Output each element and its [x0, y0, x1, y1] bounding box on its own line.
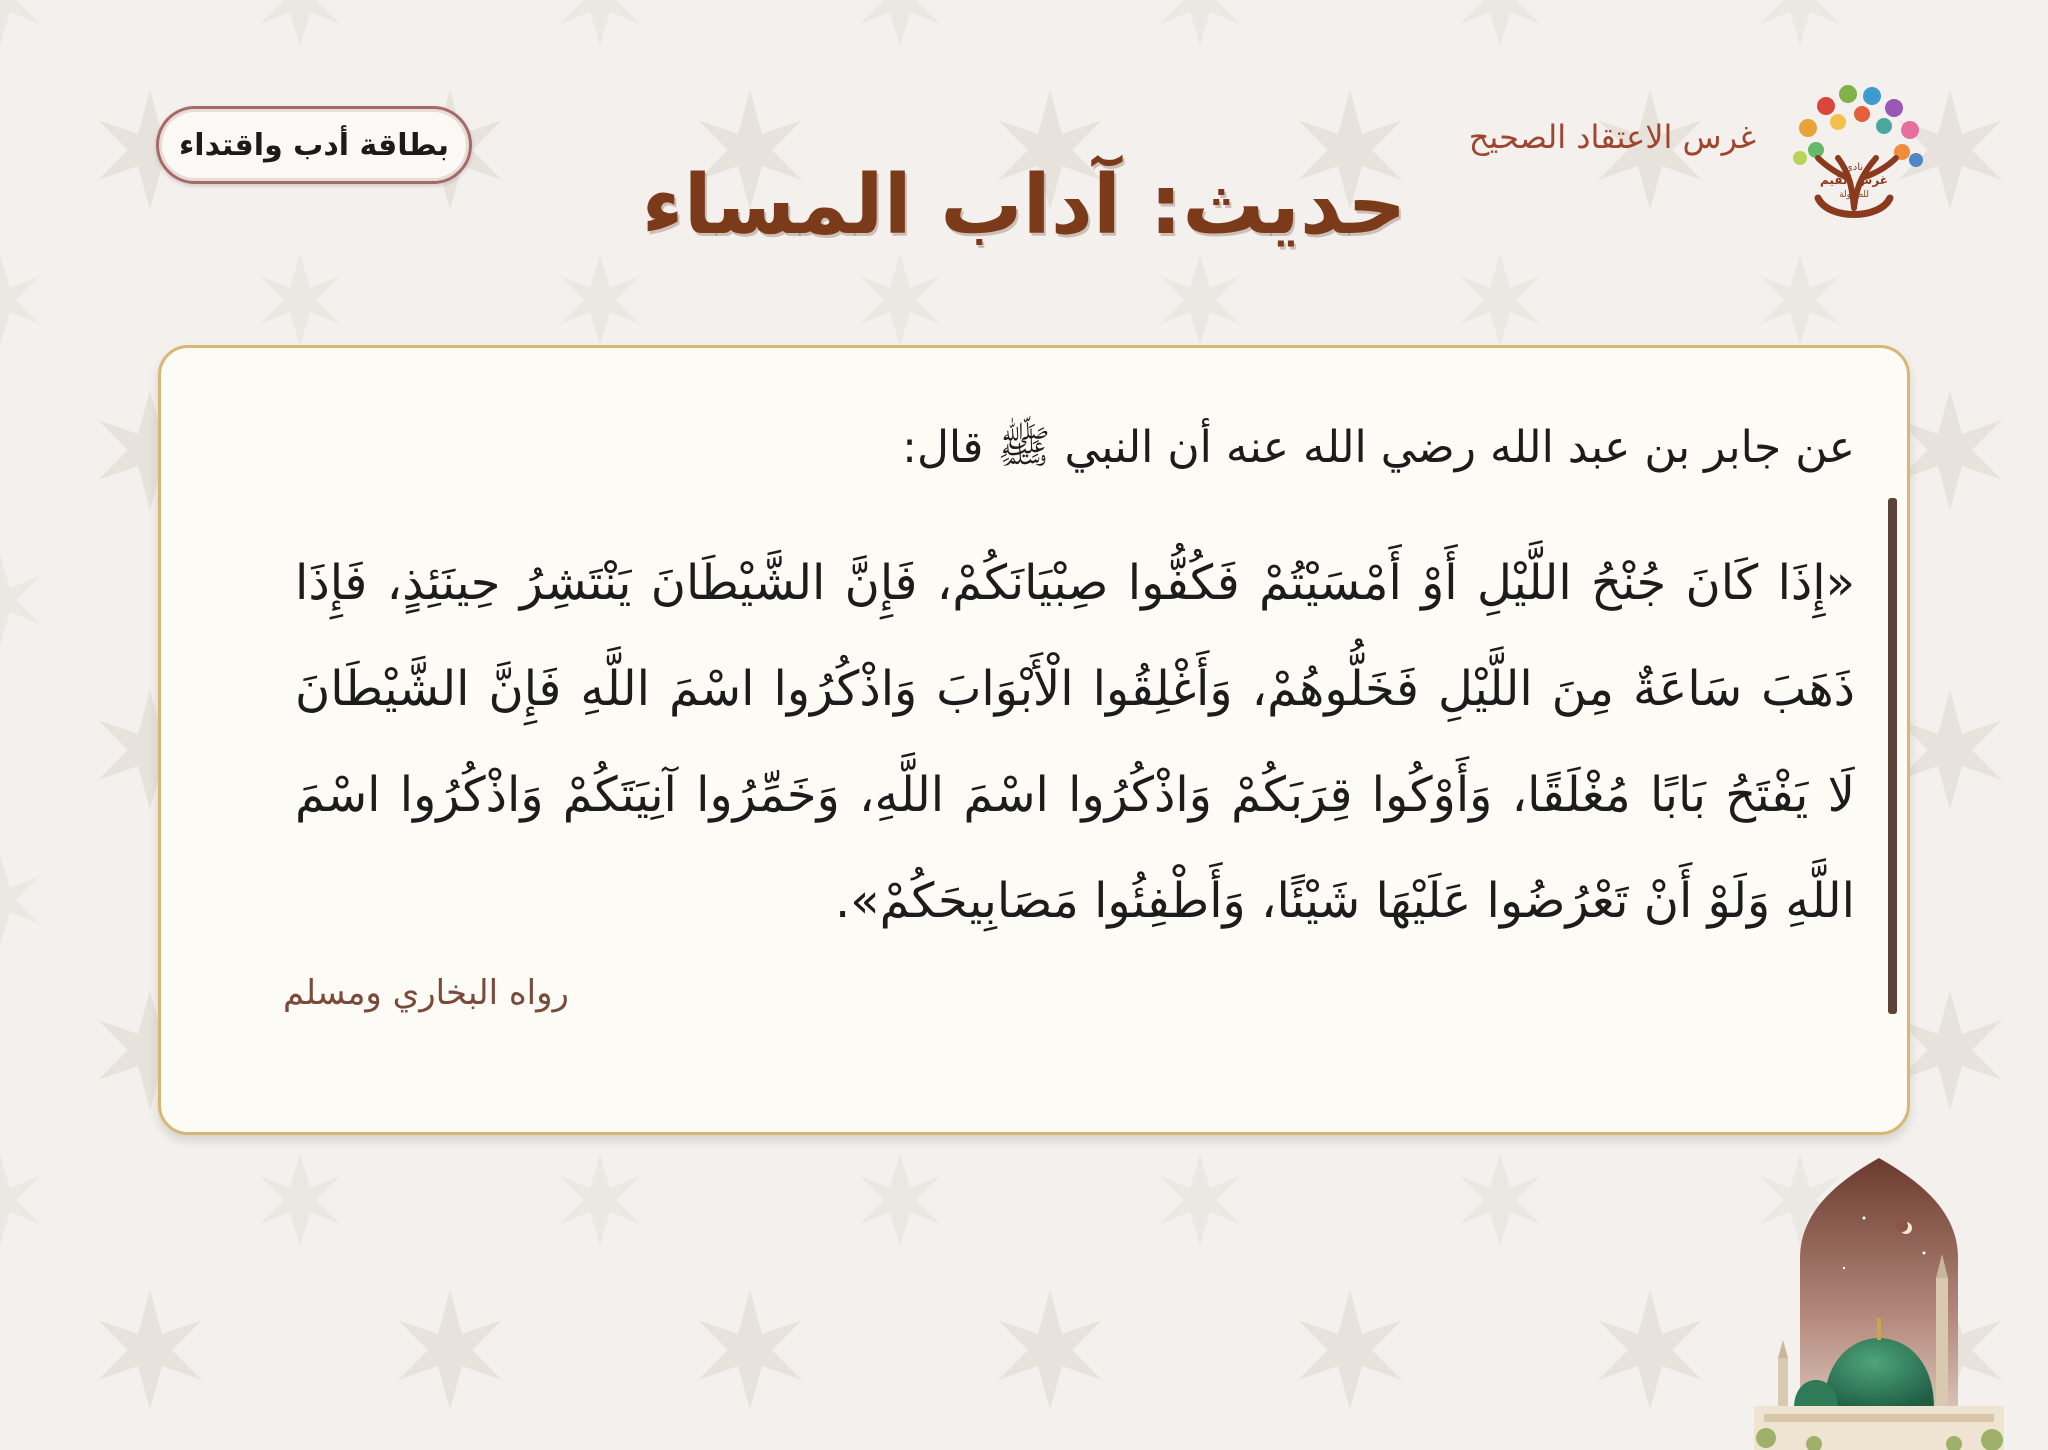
page-title: حديث: آداب المساء	[641, 158, 1407, 253]
mosque-dome-illustration	[1754, 1158, 2004, 1450]
brand-name: غرس الاعتقاد الصحيح	[1468, 118, 1756, 156]
badge-label: بطاقة أدب واقتداء	[178, 127, 450, 163]
card-accent-bar	[1888, 498, 1897, 1014]
hadith-intro: عن جابر بن عبد الله رضي الله عنه أن النبي ﷺ قال:	[902, 422, 1855, 473]
hadith-card	[158, 345, 1910, 1135]
hadith-text: «إِذَا كَانَ جُنْحُ اللَّيْلِ أَوْ أَمْسَيْتُمْ فَكُفُّوا صِبْيَانَكُمْ، فَإِنَّ الشَّيْطَانَ يَنْتَشِرُ حِينَئِذٍ، فَإِذَا ذَهَبَ سَاعَةٌ مِنَ اللَّيْلِ فَخَلُّوهُمْ، وَأَغْلِقُوا الْأَبْوَابَ وَاذْكُرُوا اسْمَ اللَّهِ فَإِنَّ الشَّيْطَانَ لَا يَفْتَحُ بَابًا مُغْلَقًا، وَأَوْكُوا قِرَبَكُمْ وَاذْكُرُوا اسْمَ اللَّهِ، وَخَمِّرُوا آنِيَتَكُمْ وَاذْكُرُوا اسْمَ اللَّهِ وَلَوْ أَنْ تَعْرُضُوا عَلَيْهَا شَيْئًا، وَأَطْفِئُوا مَصَابِيحَكُمْ».	[295, 555, 1855, 929]
logo-text-top: نادي	[1844, 162, 1864, 173]
logo-text-bottom: للطفولة	[1839, 190, 1869, 200]
logo-text-middle: غرس القيم	[1820, 173, 1888, 187]
hadith-source: رواه البخاري ومسلم	[283, 973, 569, 1013]
